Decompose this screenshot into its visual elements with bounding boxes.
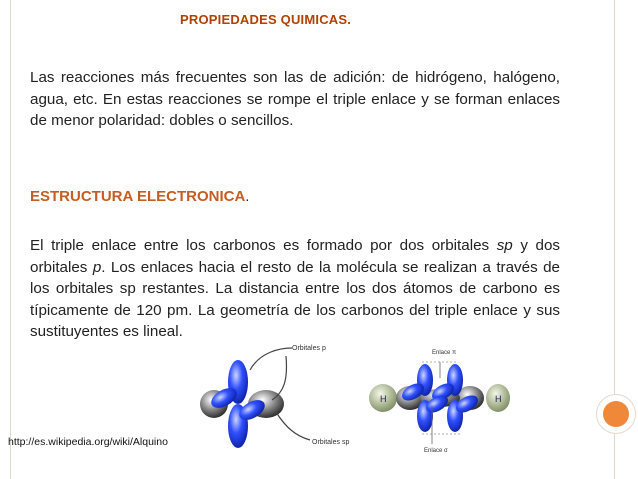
section-heading-period: . [245, 188, 250, 205]
arrow-sp [276, 412, 310, 440]
frame-line-right-lower [614, 432, 615, 479]
label-orbitales-p: Orbitales p [292, 345, 326, 352]
term-p: p [92, 258, 102, 276]
source-link[interactable]: http://es.wikipedia.org/wiki/Alquino [8, 436, 168, 448]
label-orbitales-sp: Orbitales sp [312, 439, 350, 446]
single-carbon-orbitals [200, 360, 284, 448]
paragraph2-part1: El triple enlace entre los carbonos es formado por dos orbitales [30, 237, 497, 254]
hydrogen-left-label: H [380, 394, 387, 404]
term-sp: sp [496, 237, 513, 254]
paragraph-structure [30, 235, 560, 343]
frame-line-left [10, 0, 11, 479]
orbital-diagram [200, 340, 510, 458]
paragraph-reactions: Las reacciones más frecuentes son las de adición: de hidrógeno, halógeno, agua, etc. En estas reacciones se rompe el triple enlace y se forman enlaces de menor polaridad: dobles o sencillos. [30, 69, 560, 129]
label-enlace-pi: Enlace π [432, 350, 457, 356]
ethyne-molecule [369, 364, 510, 432]
paragraph2-part2: y dos orbitales [30, 237, 560, 276]
decorative-circle-icon [603, 401, 629, 427]
section-heading [30, 188, 249, 205]
slide-title: PROPIEDADES QUIMICAS. [180, 12, 352, 27]
section-heading-text: ESTRUCTURA ELECTRONICA [30, 188, 246, 205]
label-enlace-sigma: Enlace σ [424, 448, 448, 454]
paragraph2-part3: . Los enlaces hacia el resto de la molécula se realizan a través de los orbitales sp restantes. La distancia entre los dos átomos de carbono es típicamente de 120 pm. La geometría de los carbonos del triple enlace y sus sustituyentes es lineal. [30, 258, 560, 340]
frame-line-right [614, 0, 615, 395]
hydrogen-right-label: H [495, 394, 502, 404]
